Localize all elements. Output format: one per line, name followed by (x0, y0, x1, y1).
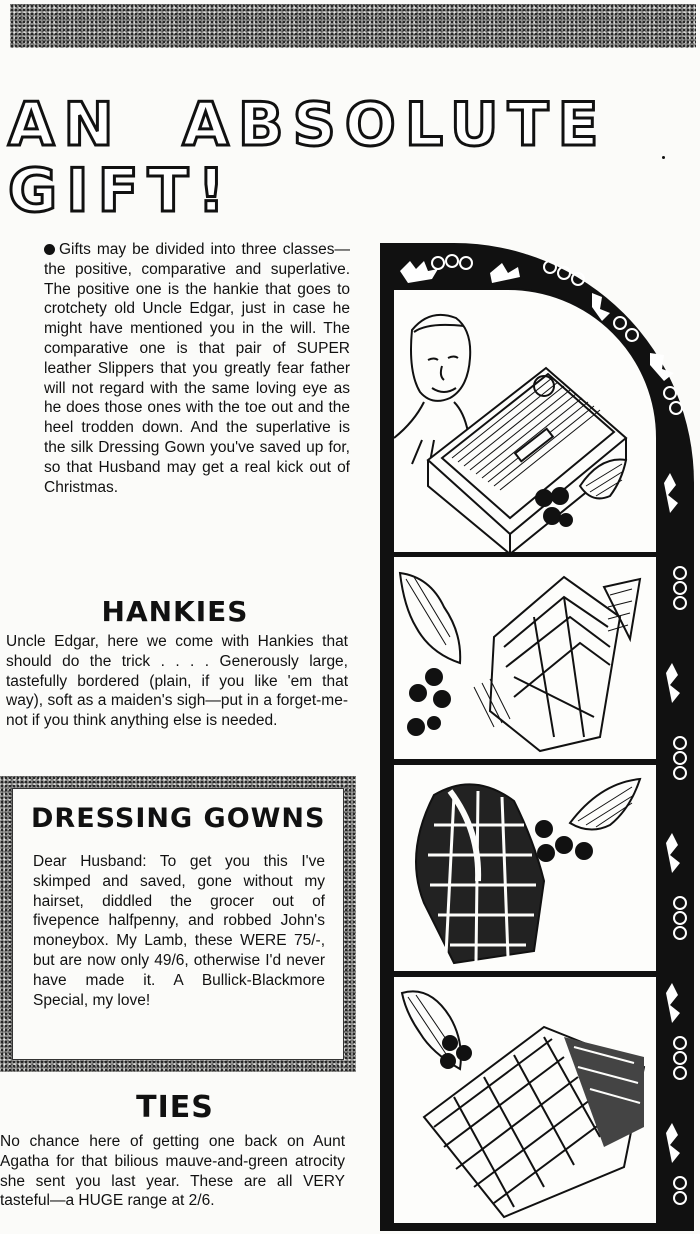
dressing-gowns-inner (12, 788, 344, 1060)
headline-line-2: GIFT! (8, 156, 234, 226)
dressing-gowns-heading: DRESSING GOWNS (31, 803, 326, 834)
print-speck (662, 156, 665, 159)
dressing-gowns-box (0, 776, 356, 1072)
hankies-panel (392, 555, 658, 761)
dressing-gowns-paragraph: Dear Husband: To get you this I've skimped and saved, gone without my hairset, diddled the grocer out of fivepence halfpenny, and robbed John's moneybox. My Lamb, these WERE 75/-, but are now only 49/6, otherwise I'd never have made it. A Bullick-Blackmore Special, my love! (33, 853, 325, 1009)
ties-paragraph: No chance here of getting one back on Aunt Agatha for that bilious mauve-and-green atrocity she sent you last year. These are all VERY tasteful—a HUGE range at 2/6. (0, 1133, 345, 1210)
folded-handkerchiefs-icon (394, 557, 656, 759)
hankies-paragraph: Uncle Edgar, here we come with Hankies that should do the trick . . . . Generously large, tastefully bordered (plain, if you like 'em that way), soft as a maiden's sigh—put in a forget-me-not if you think anything else is needed. (6, 633, 348, 730)
ties-panel (392, 975, 658, 1225)
dressing-gown-icon (394, 765, 656, 971)
ties-heading: TIES (136, 1090, 214, 1125)
headline-line-1: AN ABSOLUTE (8, 90, 608, 160)
ties-icon (394, 977, 656, 1223)
intro-text: Gifts may be divided into three classes—the positive, comparative and superlative. The positive one is the hankie that goes to crotchety old Uncle Edgar, just in case he might have mentioned you in the will. The comparative one is that pair of SUPER leather Slippers that you greatly fear father will not regard with the same loving eye as he does those ones with the toe out and the heel trodden down. And the superlative is the silk Dressing Gown you've saved up for, so that Husband may get a real kick out of Christmas. (44, 241, 350, 496)
hankies-heading: HANKIES (101, 595, 249, 628)
illustration-column (380, 243, 694, 1231)
headline (8, 90, 608, 226)
dressing-gown-panel (392, 763, 658, 973)
intro-paragraph (44, 240, 350, 497)
bullet-icon (44, 244, 55, 255)
decorative-halftone-band (10, 4, 696, 48)
